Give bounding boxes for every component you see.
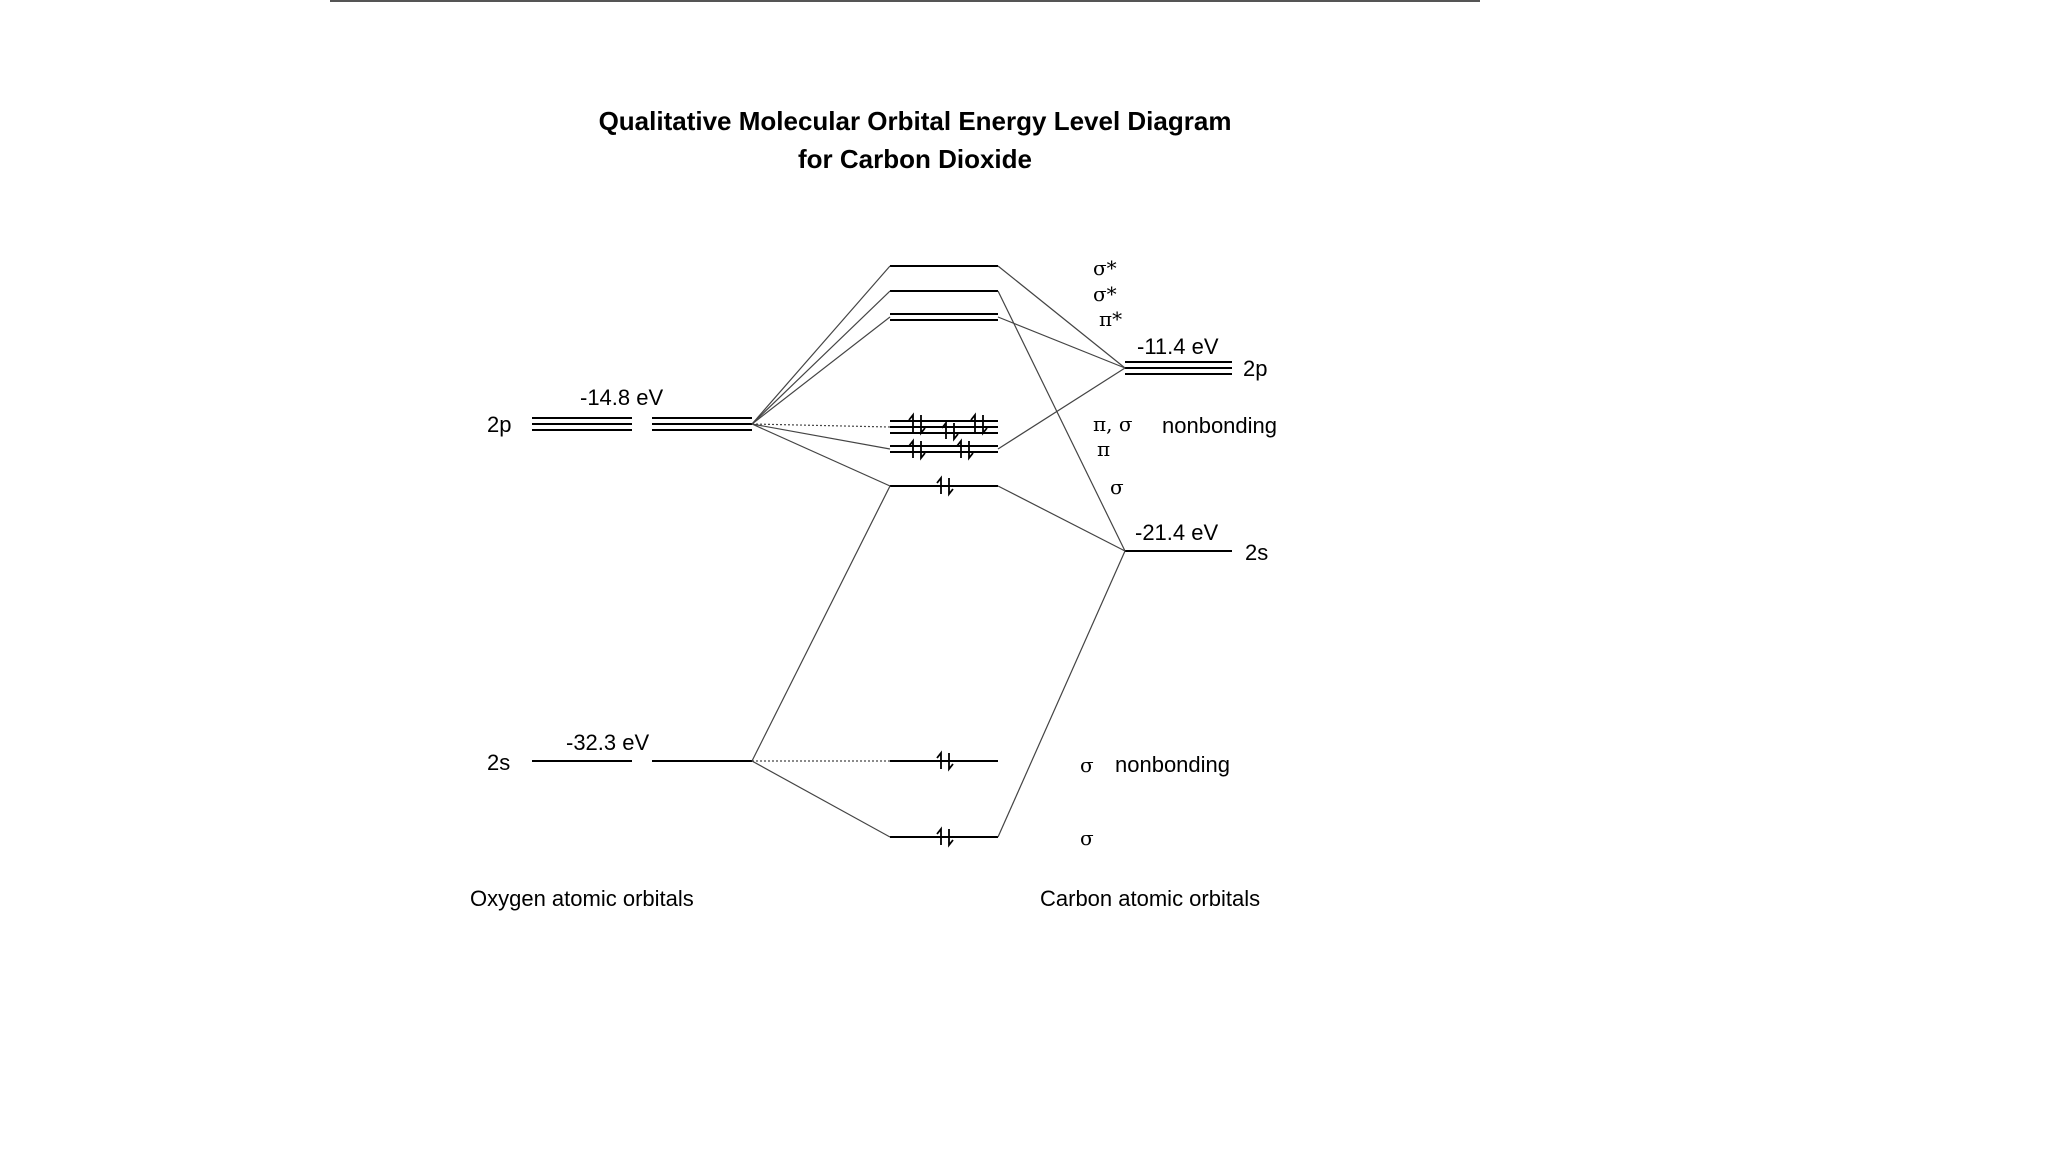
title-line-1: Qualitative Molecular Orbital Energy Level Diagram [598,106,1232,136]
oxygen-caption: Oxygen atomic orbitals [470,886,694,911]
label-sigma-star-2: σ* [1093,282,1117,306]
electron-pair [942,423,958,439]
label-pi-star: π* [1099,307,1123,331]
carbon-2s-correlation-lines [998,291,1125,837]
oxygen-2p-energy: -14.8 eV [580,385,664,410]
carbon-2s-label: 2s [1245,540,1269,565]
oxygen-2p-label: 2p [487,412,512,437]
electron-pair [971,415,987,433]
carbon-2s-energy: -21.4 eV [1135,520,1219,545]
label-pi: π [1097,437,1111,461]
label-pi-sigma: π, σ [1093,412,1133,436]
label-sigma-nonbonding: σ [1080,753,1094,777]
electron-pair [957,441,973,458]
oxygen-2p-correlation-lines [752,266,890,486]
label-nonbonding-upper: nonbonding [1162,413,1278,438]
mo-levels [890,266,998,837]
label-sigma-star-1: σ* [1093,256,1117,280]
oxygen-2s-energy: -32.3 eV [566,730,650,755]
label-sigma-upper: σ [1110,475,1124,499]
electron-pair [909,441,925,458]
label-sigma-lower: σ [1080,826,1094,850]
electron-pairs [909,415,987,845]
carbon-caption: Carbon atomic orbitals [1040,886,1261,911]
carbon-2p-levels [1125,362,1232,374]
oxygen-2s-correlation-lines [752,486,890,837]
carbon-2p-label: 2p [1243,356,1268,381]
electron-pair [909,415,925,433]
label-nonbonding-lower: nonbonding [1115,752,1231,777]
carbon-2p-energy: -11.4 eV [1137,334,1219,359]
oxygen-2p-levels [532,418,752,430]
title-line-2: for Carbon Dioxide [797,144,1033,174]
oxygen-2s-label: 2s [487,750,511,775]
